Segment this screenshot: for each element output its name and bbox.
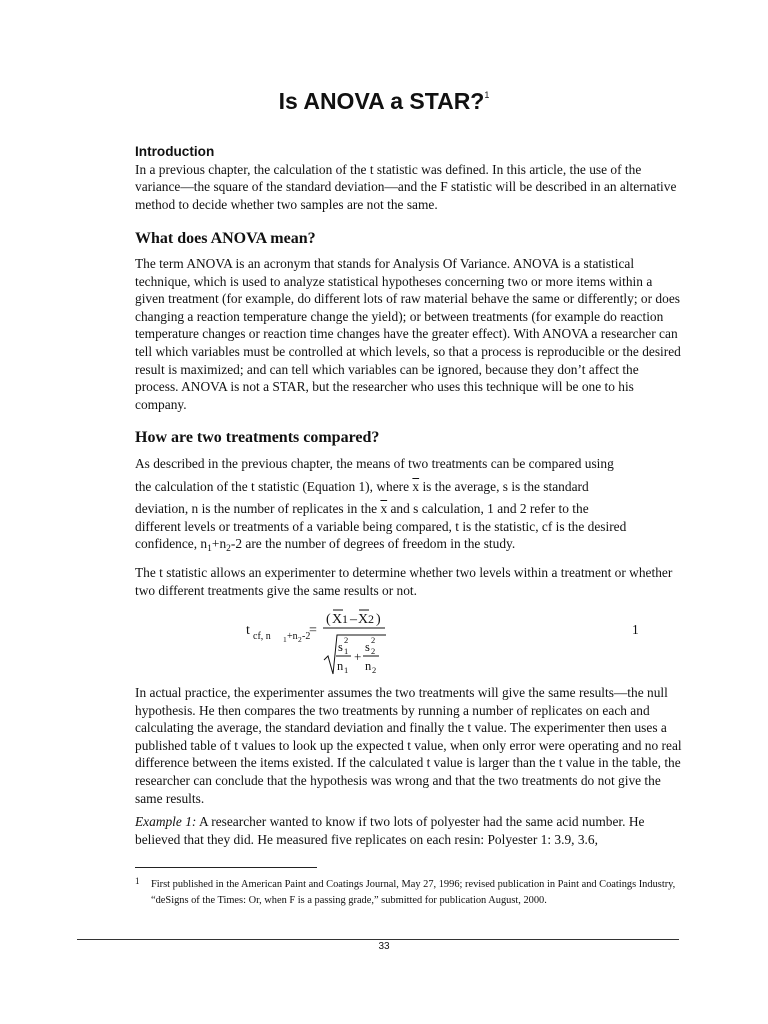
section1-heading: What does ANOVA mean? <box>135 230 316 247</box>
p1-sub1: 1 <box>207 544 212 555</box>
eq-s2: s <box>365 640 370 654</box>
section1-body <box>135 255 685 413</box>
eq-num-1: 1 <box>342 612 348 626</box>
eq-n2: n <box>365 659 372 673</box>
title-footnote-mark: 1 <box>484 90 490 100</box>
eq-lhs-minus: -2 <box>302 631 311 642</box>
xbar-symbol: $\overline{x}$ <box>412 478 420 494</box>
eq-s2-sq: 2 <box>371 635 376 645</box>
intro-heading: Introduction <box>135 144 215 159</box>
p1-line5-a: confidence, n <box>135 536 208 552</box>
eq-lhs-plus: +n <box>287 631 298 642</box>
eq-lhs-sub: cf, n <box>253 631 271 642</box>
footnote-number: 1 <box>135 876 140 886</box>
page-number: 33 <box>378 941 390 952</box>
section1-paragraph: The term ANOVA is an acronym that stands for Analysis Of Variance. ANOVA is a statistical technique, which is used to analyze statistical hypotheses concerning two or more items within a given treatment (for example, do different lots of raw material behave the same or differently; or does changing a reaction temperature change the yield); or between treatments (for example do reaction temperature changes or reaction time changes have the greater effect). With ANOVA a researcher can tell which variables must be controlled at which levels, so that a process is reproducible or the desired result is maximized; and can tell which variables can be ignored, because they don’t affect the process. ANOVA is not a STAR, but the researcher who uses this technique will be one to his company. <box>135 256 681 412</box>
section-anova-meaning <box>135 229 685 249</box>
p1-line5-b: -2 are the number of degrees of freedom in the study. <box>230 536 516 552</box>
t-statistic-equation <box>240 604 410 680</box>
eq-s2-sub: 2 <box>371 646 376 656</box>
intro-paragraph: In a previous chapter, the calculation of the t statistic was defined. In this article, the use of the variance—the square of the standard deviation—and the F statistic will be described in an alternative method to decide whether two samples are not the same. <box>135 161 677 212</box>
example-label: Example 1: <box>135 814 197 829</box>
p1-line2-b: is the average, s is the standard <box>419 478 589 494</box>
eq-num-x1: X <box>332 612 343 627</box>
eq-num-close: ) <box>376 612 381 627</box>
section2-heading: How are two treatments compared? <box>135 429 380 446</box>
p1-sub2: 2 <box>226 544 231 555</box>
eq-s1-sq: 2 <box>344 635 349 645</box>
eq-num-2: 2 <box>368 612 374 626</box>
p1-line5 <box>135 535 685 553</box>
section2-paragraph3 <box>135 684 685 807</box>
eq-num-open: ( <box>326 612 331 627</box>
intro-section <box>135 143 685 213</box>
p1-line4: different levels or treatments of a variable being compared, t is the statistic, cf is the desired <box>135 518 627 534</box>
section-two-treatments <box>135 428 685 448</box>
p1-line3-b: and s calculation, 1 and 2 refer to the <box>387 501 589 517</box>
eq-lhs-t: t <box>246 623 250 638</box>
p1-line3-a: deviation, n is the number of replicates in the <box>135 501 381 517</box>
example-paragraph <box>135 813 685 848</box>
eq-num-minus: – <box>350 612 357 627</box>
section2-paragraph2 <box>135 564 685 599</box>
eq-n1-sub: 1 <box>344 665 349 675</box>
section2-paragraph1 <box>135 455 685 553</box>
p3-text: In actual practice, the experimenter assumes the two treatments will give the same results—the null hypothesis. He then compares the two treatments by running a number of replicates on each and calculating the average, the standard deviation and finally the t value. The experimenter then uses a published table of t values to look up the expected t value, when only error were operating and no real difference between the items existed. If the calculated t value is larger than the t value in the table, the researcher can conclude that the hypothesis was wrong and that the two treatments do not give the same results. <box>135 685 682 806</box>
p1-line2 <box>135 478 685 496</box>
example-body: A researcher wanted to know if two lots of polyester had the same acid number. He believed that they did. He measured five replicates on each resin: Polyester 1: 3.9, 3.6, <box>135 814 645 847</box>
p1-line1: As described in the previous chapter, the means of two treatments can be compared using <box>135 456 614 471</box>
eq-s1-sub: 1 <box>344 646 349 656</box>
eq-plus: + <box>354 649 362 664</box>
eq-num-x2: X <box>358 612 369 627</box>
page-footer-divider <box>77 939 679 940</box>
eq-equals: = <box>309 623 317 638</box>
title-text: Is ANOVA a STAR? <box>278 88 485 114</box>
p1-line2-a: the calculation of the t statistic (Equation 1), where <box>135 478 413 494</box>
xbar-symbol-2: $\overline{x}$ <box>380 501 388 517</box>
footnote-text: First published in the American Paint and Coatings Journal, May 27, 1996; revised publication in Paint and Coatings Industry, “deSigns of the Times: Or, when F is a passing grade,” submitted for publication August, 2000. <box>151 879 676 906</box>
equation-number: 1 <box>632 622 639 637</box>
footnote-divider <box>135 867 317 868</box>
example-text <box>135 813 685 848</box>
eq-n1: n <box>337 659 344 673</box>
p2-text: The t statistic allows an experimenter to determine whether two levels within a treatment or whether two different treatments give the same results or not. <box>135 565 673 598</box>
eq-lhs-sub2: 2 <box>298 635 302 644</box>
page-title <box>0 88 768 115</box>
eq-n2-sub: 2 <box>372 665 377 675</box>
eq-lhs-sub1: 1 <box>283 635 287 644</box>
p1-plus: +n <box>211 536 227 552</box>
p1-line3 <box>135 500 685 518</box>
eq-s1: s <box>338 640 343 654</box>
